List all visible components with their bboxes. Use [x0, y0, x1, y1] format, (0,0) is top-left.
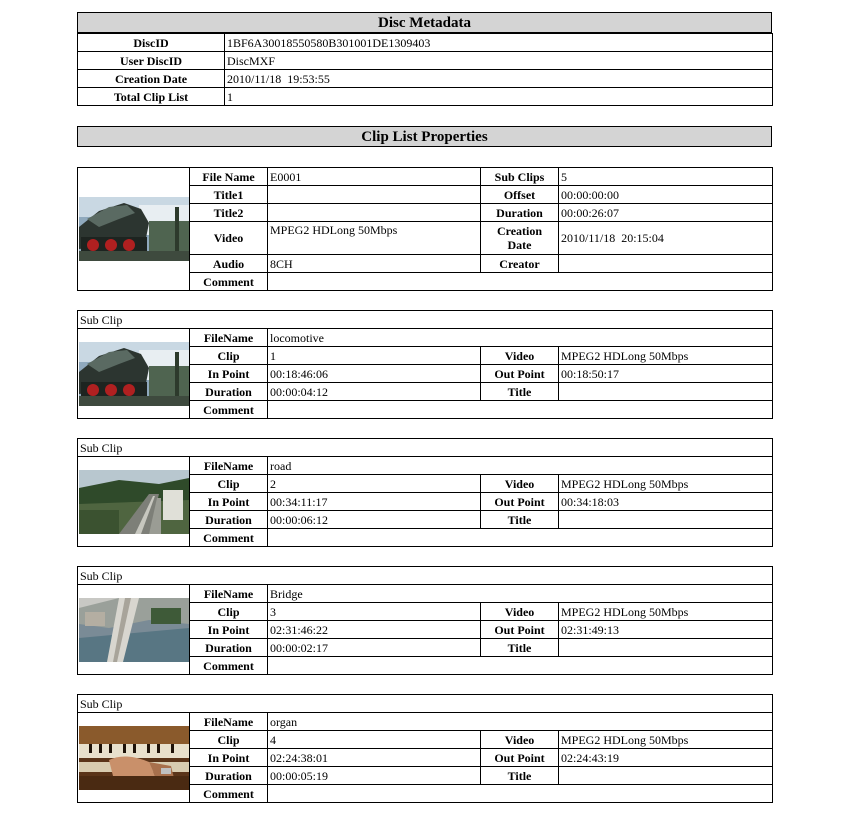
sub-clip-thumbnail-image	[79, 726, 189, 790]
video-label: Video	[481, 603, 559, 621]
table-row	[78, 329, 773, 347]
table-row	[78, 168, 773, 186]
in-point-value: 02:24:38:01	[268, 749, 481, 767]
title-value	[559, 511, 773, 529]
table-row	[78, 713, 773, 731]
table-row	[78, 34, 773, 52]
table-row	[78, 311, 773, 329]
video-label: Video	[481, 475, 559, 493]
in-point-label: In Point	[190, 621, 268, 639]
in-point-label: In Point	[190, 749, 268, 767]
title-label: Title	[481, 511, 559, 529]
in-point-value: 02:31:46:22	[268, 621, 481, 639]
comment-value	[268, 401, 773, 419]
video-label: Video	[481, 347, 559, 365]
comment-value	[268, 273, 773, 291]
table-row	[78, 585, 773, 603]
in-point-label: In Point	[190, 365, 268, 383]
duration-label: Duration	[481, 204, 559, 222]
clip-properties-table	[77, 167, 773, 291]
out-point-value: 02:31:49:13	[559, 621, 773, 639]
sub-clip-thumbnail-image	[79, 598, 189, 662]
table-row	[78, 439, 773, 457]
clip-value: 3	[268, 603, 481, 621]
clip-thumbnail-image	[79, 197, 189, 261]
table-row	[78, 695, 773, 713]
file-name-value: E0001	[268, 168, 481, 186]
creation-date-label: Creation Date	[78, 70, 225, 88]
comment-label: Comment	[190, 529, 268, 547]
disc-metadata-table	[77, 33, 773, 106]
video-label: Video	[190, 222, 268, 255]
sub-clip-table	[77, 694, 773, 803]
filename-value: road	[268, 457, 773, 475]
sub-clip-thumbnail	[78, 713, 190, 803]
comment-label: Comment	[190, 273, 268, 291]
clip-value: 1	[268, 347, 481, 365]
filename-label: FileName	[190, 457, 268, 475]
sub-clip-thumbnail	[78, 457, 190, 547]
clip-list-header: Clip List Properties	[77, 126, 772, 147]
user-disc-id-label: User DiscID	[78, 52, 225, 70]
title2-value	[268, 204, 481, 222]
duration-value: 00:00:06:12	[268, 511, 481, 529]
comment-label: Comment	[190, 785, 268, 803]
creation-date-value: 2010/11/18 19:53:55	[225, 70, 773, 88]
clip-value: 4	[268, 731, 481, 749]
sub-clip-header: Sub Clip	[78, 567, 773, 585]
sub-clip-thumbnail-image	[79, 342, 189, 406]
disc-metadata-header: Disc Metadata	[77, 12, 772, 33]
filename-value: Bridge	[268, 585, 773, 603]
filename-value: organ	[268, 713, 773, 731]
sub-clips-value: 5	[559, 168, 773, 186]
filename-label: FileName	[190, 585, 268, 603]
sub-clip-header: Sub Clip	[78, 695, 773, 713]
out-point-label: Out Point	[481, 621, 559, 639]
sub-clip-table	[77, 566, 773, 675]
total-clip-list-label: Total Clip List	[78, 88, 225, 106]
out-point-label: Out Point	[481, 365, 559, 383]
clip-label: Clip	[190, 603, 268, 621]
sub-clip-table	[77, 310, 773, 419]
duration-label: Duration	[190, 511, 268, 529]
table-row	[78, 88, 773, 106]
clip-label: Clip	[190, 475, 268, 493]
creation-date-label: Creation Date	[481, 222, 559, 255]
video-value: MPEG2 HDLong 50Mbps	[268, 222, 481, 255]
comment-value	[268, 657, 773, 675]
clip-value: 2	[268, 475, 481, 493]
title-value	[559, 383, 773, 401]
creator-label: Creator	[481, 255, 559, 273]
offset-label: Offset	[481, 186, 559, 204]
comment-label: Comment	[190, 401, 268, 419]
comment-value	[268, 529, 773, 547]
video-value: MPEG2 HDLong 50Mbps	[559, 603, 773, 621]
filename-label: FileName	[190, 329, 268, 347]
title-label: Title	[481, 639, 559, 657]
offset-value: 00:00:00:00	[559, 186, 773, 204]
table-row	[78, 52, 773, 70]
audio-value: 8CH	[268, 255, 481, 273]
sub-clip-header: Sub Clip	[78, 439, 773, 457]
filename-value: locomotive	[268, 329, 773, 347]
table-row	[78, 457, 773, 475]
video-value: MPEG2 HDLong 50Mbps	[559, 475, 773, 493]
sub-clips-label: Sub Clips	[481, 168, 559, 186]
in-point-value: 00:34:11:17	[268, 493, 481, 511]
title2-label: Title2	[190, 204, 268, 222]
creation-date-value: 2010/11/18 20:15:04	[559, 222, 773, 255]
duration-label: Duration	[190, 383, 268, 401]
video-label: Video	[481, 731, 559, 749]
out-point-value: 00:18:50:17	[559, 365, 773, 383]
duration-label: Duration	[190, 767, 268, 785]
duration-value: 00:00:04:12	[268, 383, 481, 401]
duration-value: 00:00:05:19	[268, 767, 481, 785]
title1-value	[268, 186, 481, 204]
table-row	[78, 567, 773, 585]
title-label: Title	[481, 767, 559, 785]
sub-clip-thumbnail	[78, 329, 190, 419]
duration-label: Duration	[190, 639, 268, 657]
comment-value	[268, 785, 773, 803]
comment-label: Comment	[190, 657, 268, 675]
out-point-label: Out Point	[481, 749, 559, 767]
sub-clip-thumbnail-image	[79, 470, 189, 534]
file-name-label: File Name	[190, 168, 268, 186]
title-value	[559, 767, 773, 785]
total-clip-list-value: 1	[225, 88, 773, 106]
title1-label: Title1	[190, 186, 268, 204]
clip-label: Clip	[190, 731, 268, 749]
out-point-label: Out Point	[481, 493, 559, 511]
table-row	[78, 70, 773, 88]
video-value: MPEG2 HDLong 50Mbps	[559, 731, 773, 749]
video-value: MPEG2 HDLong 50Mbps	[559, 347, 773, 365]
title-value	[559, 639, 773, 657]
sub-clip-table	[77, 438, 773, 547]
audio-label: Audio	[190, 255, 268, 273]
sub-clip-thumbnail	[78, 585, 190, 675]
creator-value	[559, 255, 773, 273]
duration-value: 00:00:26:07	[559, 204, 773, 222]
title-label: Title	[481, 383, 559, 401]
out-point-value: 00:34:18:03	[559, 493, 773, 511]
out-point-value: 02:24:43:19	[559, 749, 773, 767]
filename-label: FileName	[190, 713, 268, 731]
disc-id-label: DiscID	[78, 34, 225, 52]
in-point-label: In Point	[190, 493, 268, 511]
duration-value: 00:00:02:17	[268, 639, 481, 657]
sub-clip-header: Sub Clip	[78, 311, 773, 329]
disc-id-value: 1BF6A30018550580B301001DE1309403	[225, 34, 773, 52]
clip-thumbnail	[78, 168, 190, 291]
clip-label: Clip	[190, 347, 268, 365]
in-point-value: 00:18:46:06	[268, 365, 481, 383]
user-disc-id-value: DiscMXF	[225, 52, 773, 70]
